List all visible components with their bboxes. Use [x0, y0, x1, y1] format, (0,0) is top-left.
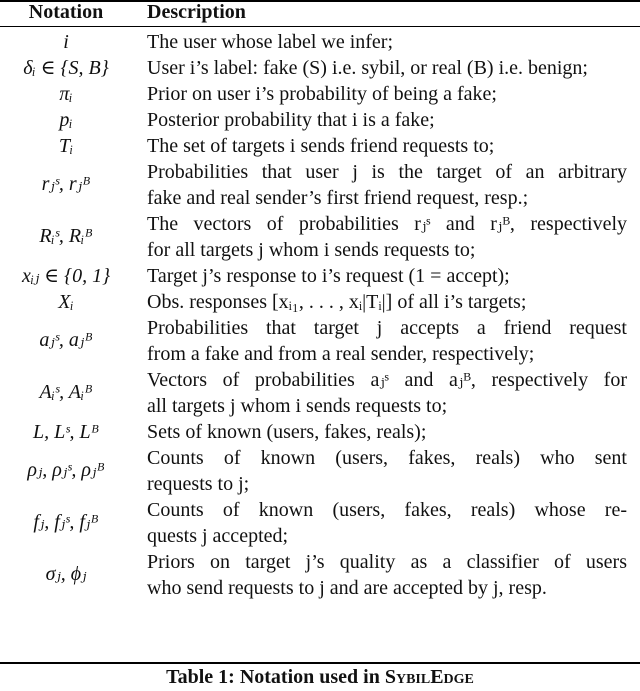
header-rule: [0, 26, 640, 27]
notation-cell: L, Lˢ, Lᴮ: [33, 421, 99, 443]
description-line: Probabilities that target j accepts a friend request: [147, 317, 627, 339]
description-cell: [147, 211, 627, 263]
description-cell: [147, 445, 627, 497]
description-line: The user whose label we infer;: [147, 31, 394, 53]
description-line: Counts of known (users, fakes, reals) whose re-: [147, 499, 627, 521]
notation-cell: ρⱼ, ρⱼˢ, ρⱼᴮ: [27, 459, 105, 481]
notation-cell: aⱼˢ, aⱼᴮ: [39, 329, 93, 351]
table-row: [0, 107, 640, 133]
table-row: [0, 55, 640, 81]
description-line: Posterior probability that i is a fake;: [147, 109, 435, 131]
description-cell: [147, 497, 627, 549]
notation-cell: rⱼˢ, rⱼᴮ: [41, 173, 91, 195]
table-row: [0, 159, 640, 211]
notation-cell: δᵢ ∈ {S, B}: [23, 57, 109, 79]
table-row: [0, 289, 640, 315]
table-caption: [0, 665, 640, 689]
description-line: User i’s label: fake (S) i.e. sybil, or real (B) i.e. benign;: [147, 57, 588, 79]
notation-cell: i: [63, 31, 69, 53]
table-row: [0, 315, 640, 367]
description-cell: [147, 289, 627, 315]
description-cell: [147, 549, 627, 601]
table-row: [0, 497, 640, 549]
notation-cell: xᵢⱼ ∈ {0, 1}: [21, 265, 111, 287]
notation-cell: Aᵢˢ, Aᵢᴮ: [39, 381, 93, 403]
table-row: [0, 29, 640, 55]
header-notation: Notation: [28, 1, 104, 23]
caption-prefix: Table 1: Notation used in: [166, 666, 385, 688]
description-line: Prior on user i’s probability of being a fake;: [147, 83, 497, 105]
description-cell: [147, 29, 627, 55]
caption-system-name: SybilEdge: [384, 666, 474, 688]
description-cell: [147, 133, 627, 159]
description-line: Probabilities that user j is the target of an arbitrary: [147, 161, 627, 183]
table-row: [0, 81, 640, 107]
notation-cell: Rᵢˢ, Rᵢᴮ: [39, 225, 93, 247]
table-row: [0, 549, 640, 601]
table-header: [0, 0, 640, 26]
description-cell: [147, 315, 627, 367]
description-line: The vectors of probabilities rⱼˢ and rⱼᴮ, respectively: [147, 213, 627, 235]
description-cell: [147, 367, 627, 419]
description-line: Vectors of probabilities aⱼˢ and aⱼᴮ, respectively for: [147, 369, 627, 391]
notation-cell: pᵢ: [59, 109, 73, 131]
description-line: Counts of known (users, fakes, reals) who sent: [147, 447, 627, 469]
notation-cell: πᵢ: [59, 83, 73, 105]
description-line: quests j accepted;: [147, 525, 289, 547]
notation-table-body: [0, 29, 640, 601]
table-row: [0, 211, 640, 263]
description-line: all targets j whom i sends requests to;: [147, 395, 448, 417]
description-line: The set of targets i sends friend requests to;: [147, 135, 495, 157]
description-line: fake and real sender’s first friend request, resp.;: [147, 187, 529, 209]
table-row: [0, 445, 640, 497]
description-line: who send requests to j and are accepted by j, resp.: [147, 577, 547, 599]
table-row: [0, 263, 640, 289]
notation-cell: Xᵢ: [58, 291, 74, 313]
bottom-rule: [0, 662, 640, 664]
header-description: Description: [147, 1, 246, 23]
table-row: [0, 133, 640, 159]
description-line: Sets of known (users, fakes, reals);: [147, 421, 427, 443]
description-cell: [147, 107, 627, 133]
description-line: from a fake and from a real sender, respectively;: [147, 343, 535, 365]
table-row: [0, 367, 640, 419]
description-line: Target j’s response to i’s request (1 = accept);: [147, 265, 510, 287]
description-line: for all targets j whom i sends requests to;: [147, 239, 476, 261]
table-row: [0, 419, 640, 445]
notation-cell: Tᵢ: [58, 135, 74, 157]
description-line: Obs. responses [xᵢ₁, . . . , xᵢ|Tᵢ|] of all i’s targets;: [147, 291, 527, 313]
description-cell: [147, 55, 627, 81]
description-line: requests to j;: [147, 473, 250, 495]
description-cell: [147, 263, 627, 289]
notation-cell: fⱼ, fⱼˢ, fⱼᴮ: [33, 511, 99, 533]
description-cell: [147, 159, 627, 211]
description-line: Priors on target j’s quality as a classifier of users: [147, 551, 627, 573]
notation-cell: σⱼ, ϕⱼ: [45, 563, 87, 585]
description-cell: [147, 419, 627, 445]
description-cell: [147, 81, 627, 107]
